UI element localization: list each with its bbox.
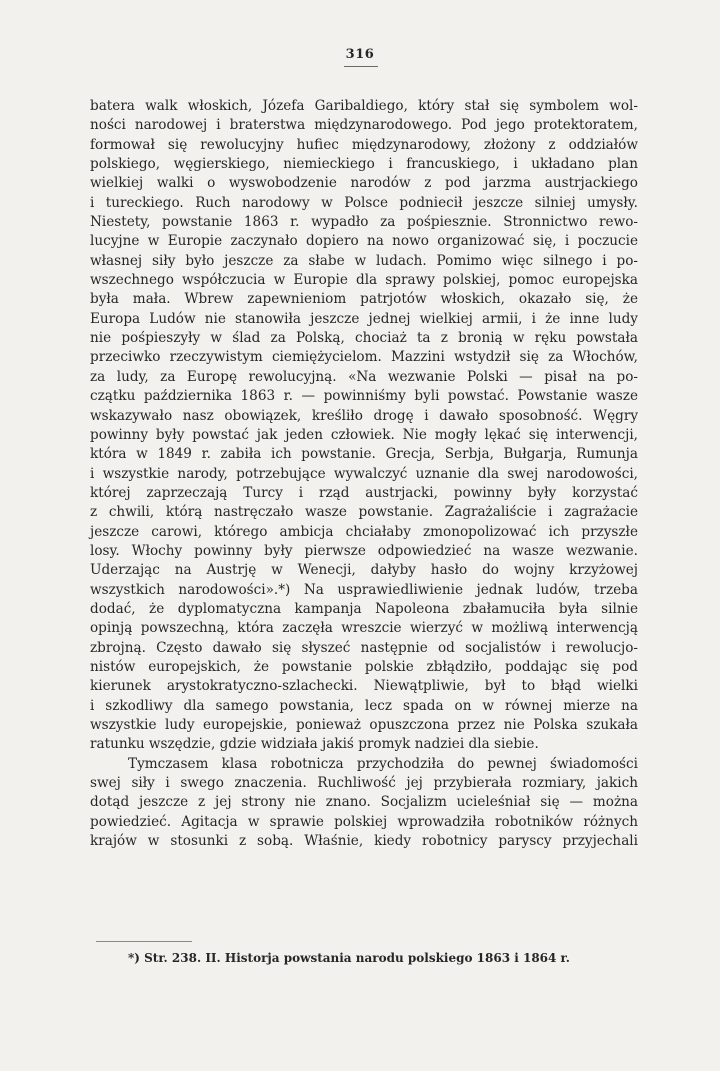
- text-line: dotąd jeszcze z jej strony nie znano. Socjalizm ucieleśniał się — można: [90, 794, 638, 811]
- text-line: i tureckiego. Ruch narodowy w Polsce podniecił jeszcze silniej umysły.: [90, 194, 638, 211]
- text-line: powinny były powstać jak jeden człowiek. Nie mogły lękać się interwencji,: [90, 426, 638, 443]
- text-line: dodać, że dyplomatyczna kampanja Napoleona zbałamuciła była silnie: [90, 600, 638, 617]
- text-line: swej siły i swego znaczenia. Ruchliwość jej przybierała rozmiary, jakich: [90, 775, 638, 792]
- text-line: za ludy, za Europę rewolucyjną. «Na wezwanie Polski — pisał na po-: [90, 368, 638, 385]
- body-text: [90, 97, 638, 851]
- text-line: powiedzieć. Agitacja w sprawie polskiej wprowadziła robotników różnych: [90, 813, 638, 830]
- text-line: była mała. Wbrew zapewnieniom patrjotów włoskich, okazało się, że: [90, 291, 638, 308]
- text-line: formował się rewolucyjny hufiec międzynarodowy, złożony z oddziałów: [90, 136, 638, 153]
- text-line: przeciwko rzeczywistym ciemiężycielom. Mazzini wstydził się za Włochów,: [90, 349, 638, 366]
- text-line: kierunek arystokratyczno-szlachecki. Niewątpliwie, był to błąd wielki: [90, 678, 638, 695]
- text-line: Europa Ludów nie stanowiła jeszcze jednej wielkiej armii, i że inne ludy: [90, 310, 638, 327]
- text-line: polskiego, węgierskiego, niemieckiego i francuskiego, i układano plan: [90, 156, 638, 173]
- text-line: wszystkich narodowości».*) Na usprawiedliwienie jednak ludów, trzeba: [90, 581, 638, 598]
- text-line: lucyjne w Europie zaczynało dopiero na nowo organizować się, i poczucie: [90, 233, 638, 250]
- footnote: *) Str. 238. II. Historja powstania narodu polskiego 1863 i 1864 r.: [128, 951, 570, 965]
- text-line: jeszcze carowi, którego ambicja chciałaby zmonopolizować ich przyszłe: [90, 523, 638, 540]
- text-line: ności narodowej i braterstwa międzynarodowego. Pod jego protektoratem,: [90, 117, 638, 134]
- text-line: batera walk włoskich, Józefa Garibaldiego, który stał się symbolem wol-: [90, 98, 638, 114]
- text-line: która w 1849 r. zabiła ich powstanie. Grecja, Serbja, Bułgarja, Rumunja: [90, 446, 638, 463]
- text-line: losy. Włochy powinny były pierwsze odpowiedzieć na wasze wezwanie.: [90, 542, 638, 559]
- text-line: Tymczasem klasa robotnicza przychodziła do pewnej świadomości: [128, 755, 638, 772]
- page-number: 316: [345, 47, 375, 62]
- text-line: i szkodliwy dla samego powstania, lecz spada on w równej mierze na: [90, 697, 638, 714]
- text-line: Niestety, powstanie 1863 r. wypadło za pośpiesznie. Stronnictwo rewo-: [90, 214, 638, 231]
- text-line: z chwili, którą nastręczało wasze powstanie. Zagrażaliście i zagrażacie: [90, 504, 638, 521]
- text-line: czątku października 1863 r. — powinniśmy byli powstać. Powstanie wasze: [90, 388, 638, 405]
- text-line: wielkiej walki o wyswobodzenie narodów z pod jarzma austrjackiego: [90, 175, 638, 192]
- text-line: krajów w stosunki z sobą. Właśnie, kiedy robotnicy paryscy przyjechali: [90, 833, 638, 850]
- text-line: i wszystkie narody, potrzebujące wywalczyć uznanie dla swej narodowości,: [90, 465, 638, 482]
- text-line: nistów europejskich, że powstanie polskie zbłądziło, poddając się pod: [90, 658, 638, 675]
- text-line: której zaprzeczają Turcy i rząd austrjacki, powinny były korzystać: [90, 484, 638, 501]
- text-line: wszechnego współczucia w Europie dla sprawy polskiej, pomoc europejska: [90, 272, 638, 289]
- text-line: własnej siły było jeszcze za słabe w ludach. Pomimo więc silnego i po-: [90, 252, 638, 269]
- text-line: Uderzając na Austrję w Wenecji, dałyby hasło do wojny krzyżowej: [90, 562, 638, 579]
- text-line: zbrojną. Często dawało się słyszeć następnie od socjalistów i rewolucjo-: [90, 639, 638, 656]
- text-line: nie pośpieszyły w ślad za Polską, chociaż ta z bronią w ręku powstała: [90, 330, 638, 347]
- text-line: ratunku wszędzie, gdzie widziała jakiś promyk nadziei dla siebie.: [90, 736, 539, 753]
- footnote-separator: [96, 941, 192, 942]
- text-line: wskazywało nasz obowiązek, kreśliło drogę i dawało sposobność. Węgry: [90, 407, 638, 424]
- page-number-underline: [344, 66, 378, 67]
- text-line: wszystkie ludy europejskie, ponieważ opuszczona przez nie Polska szukała: [90, 717, 638, 733]
- text-line: opinją powszechną, która zaczęła wreszcie wierzyć w możliwą interwencją: [90, 620, 638, 637]
